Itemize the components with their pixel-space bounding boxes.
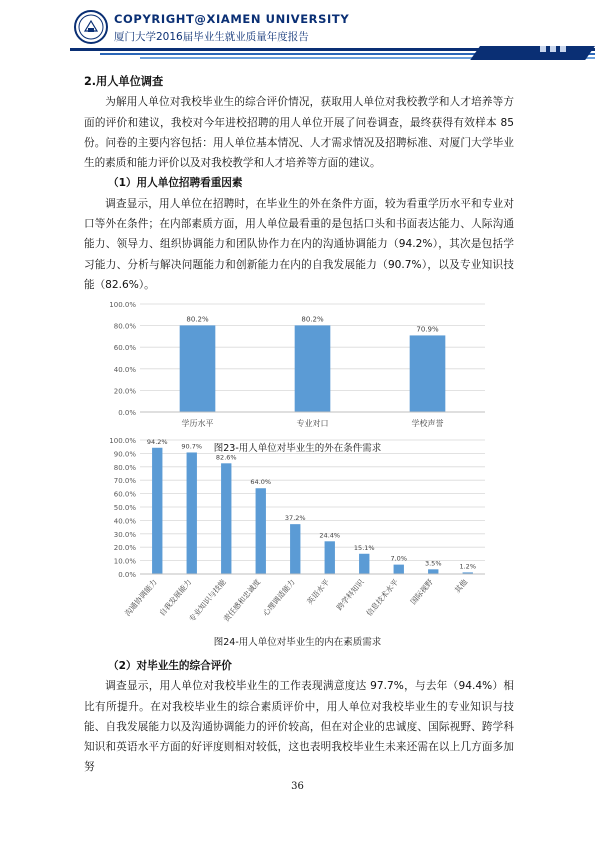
bar bbox=[410, 335, 446, 412]
subsection-text-1: 调查显示，用人单位在招聘时，在毕业生的外在条件方面，较为看重学历水平和专业对口等外在条件；在内部素质方面，用人单位最看重的是包括口头和书面表达能力、人际沟通能力、领导力、组织协调能力和团队协作力在内的沟通协调能力（94.2%），其次是包括学习能力、分析与解决问题能力和创新能力在内的自我发展能力（90.7%），以及专业知识技能（82.6%）。 bbox=[84, 197, 514, 291]
category-label: 跨学科知识 bbox=[334, 577, 366, 613]
section-title: 2.用人单位调查 bbox=[84, 75, 164, 88]
bar bbox=[394, 565, 404, 574]
y-tick-label: 40.0% bbox=[113, 365, 136, 374]
subsection-text-2: 调查显示，用人单位对我校毕业生的工作表现满意度达 97.7%，与去年（94.4%）相比有所提升。在对我校毕业生的综合素质评价中，用人单位对我校毕业生的专业知识与技能、自我发展能力以及沟通协调能力的评价较高，但在对企业的忠诚度、国际视野、跨学科知识和英语水平方面的好评度则相对较低，这也表明我校毕业生未来还需在以上几方面多加努 bbox=[84, 680, 514, 774]
data-label: 70.9% bbox=[416, 325, 439, 334]
y-tick-label: 0.0% bbox=[118, 571, 136, 579]
category-label: 心理调适能力 bbox=[260, 577, 297, 618]
y-tick-label: 0.0% bbox=[118, 409, 136, 417]
bar bbox=[359, 554, 369, 574]
data-label: 1.2% bbox=[459, 562, 477, 571]
data-label: 7.0% bbox=[390, 554, 408, 563]
bar bbox=[295, 325, 331, 412]
category-label: 英语水平 bbox=[305, 577, 332, 607]
data-label: 94.2% bbox=[146, 437, 168, 446]
y-tick-label: 30.0% bbox=[113, 530, 136, 539]
data-label: 37.2% bbox=[284, 514, 306, 523]
category-label: 责任感和忠诚度 bbox=[221, 577, 263, 624]
header-title-cn: 厦门大学2016届毕业生就业质量年度报告 bbox=[114, 31, 309, 43]
chart2-caption: 图24-用人单位对毕业生的内在素质需求 bbox=[213, 637, 382, 648]
data-label: 24.4% bbox=[319, 531, 341, 540]
y-tick-label: 10.0% bbox=[113, 557, 136, 566]
data-label: 3.5% bbox=[424, 559, 442, 568]
university-seal-icon bbox=[77, 13, 105, 41]
bar bbox=[180, 325, 216, 412]
y-tick-label: 60.0% bbox=[113, 490, 136, 499]
chart-internal-qualities bbox=[100, 430, 495, 630]
data-label: 82.6% bbox=[215, 453, 237, 462]
y-tick-label: 80.0% bbox=[113, 322, 136, 331]
header-title-en: COPYRIGHT@XIAMEN UNIVERSITY bbox=[114, 12, 350, 26]
y-tick-label: 60.0% bbox=[113, 344, 136, 353]
subsection-title-1: （1）用人单位招聘看重因素 bbox=[108, 177, 243, 190]
y-tick-label: 20.0% bbox=[113, 544, 136, 553]
data-label: 80.2% bbox=[186, 315, 209, 324]
bar bbox=[187, 452, 197, 574]
y-tick-label: 20.0% bbox=[113, 387, 136, 396]
category-label: 国际视野 bbox=[408, 577, 435, 607]
data-label: 15.1% bbox=[353, 543, 375, 552]
category-label: 其他 bbox=[452, 577, 470, 595]
university-logo bbox=[74, 10, 108, 44]
bar bbox=[221, 463, 231, 574]
chart-external-conditions bbox=[100, 296, 495, 436]
bar bbox=[325, 541, 335, 574]
category-label: 专业知识与技能 bbox=[187, 577, 228, 624]
data-label: 90.7% bbox=[181, 442, 203, 451]
page-header bbox=[0, 0, 595, 70]
main-content bbox=[84, 72, 514, 295]
bar bbox=[152, 448, 162, 574]
bar bbox=[428, 569, 438, 574]
category-label: 学校声誉 bbox=[411, 419, 444, 428]
y-tick-label: 100.0% bbox=[109, 437, 136, 445]
y-tick-label: 70.0% bbox=[113, 477, 136, 486]
section-intro: 为解用人单位对我校毕业生的综合评价情况，获取用人单位对我校教学和人才培养等方面的评价和建议，我校对今年进校招聘的用人单位开展了问卷调查，最终获得有效样本 85份。问卷的主要内容包括：用人单位基本情况、人才需求情况及招聘标准、对厦门大学毕业生的素质和能力评价以及对我校教学和人才培养等方面的建议。 bbox=[84, 96, 514, 170]
y-tick-label: 40.0% bbox=[113, 517, 136, 526]
category-label: 信息技术水平 bbox=[364, 577, 401, 618]
bar bbox=[256, 488, 266, 574]
data-label: 64.0% bbox=[250, 478, 272, 487]
chart1-caption: 图23-用人单位对毕业生的外在条件需求 bbox=[213, 443, 382, 454]
data-label: 80.2% bbox=[301, 315, 324, 324]
header-decoration bbox=[0, 46, 595, 64]
category-label: 学历水平 bbox=[181, 419, 214, 428]
y-tick-label: 100.0% bbox=[109, 301, 136, 309]
main-content-2 bbox=[84, 656, 514, 778]
y-tick-label: 90.0% bbox=[113, 450, 136, 459]
y-tick-label: 80.0% bbox=[113, 463, 136, 472]
category-label: 自我发展能力 bbox=[157, 577, 194, 618]
subsection-title-2: （2）对毕业生的综合评价 bbox=[108, 660, 232, 672]
category-label: 沟通协调能力 bbox=[122, 577, 159, 618]
category-label: 专业对口 bbox=[296, 419, 329, 428]
bar bbox=[290, 524, 300, 574]
page-number: 36 bbox=[291, 781, 304, 792]
y-tick-label: 50.0% bbox=[113, 504, 136, 512]
